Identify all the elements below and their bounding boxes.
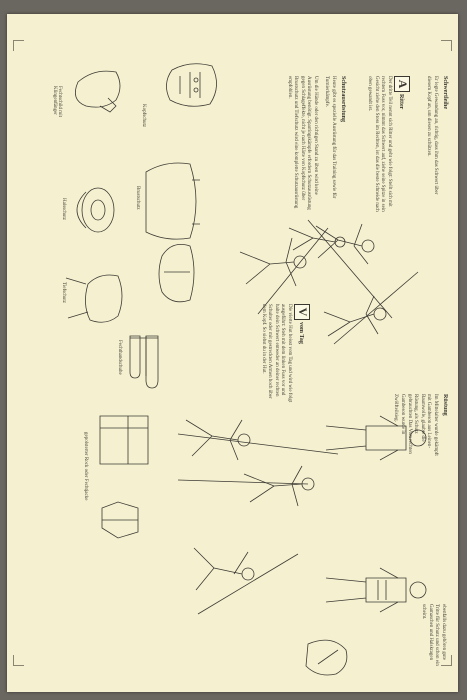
label-kopfschutz: Kopfschutz (141, 104, 146, 128)
groin-protector-illustration (159, 244, 194, 301)
label-brustschutz: Brustschutz (135, 186, 140, 210)
schutzausruestung-text-2: Um die Hände oder den richtigen Stand zu üben wird keine Ausrüstung benötigt. Sparringskämpfe erfordern Schutzausrüstung gegen Schlageffekte, nicht je nach Härte von Kopfschutz über Brustschutz und Tiefschutz wird eine komplette Schutzausrüstung empfohlen. (286, 76, 318, 210)
breeches-illustration (102, 502, 138, 538)
ruestung-text: Im Mittelalter wurde gekämpft mit Gambeson aus Leinen-Baumwolle, glaubte die Rüstung, als Schutz gebrauchten Das Vom rechten Gambeson wurde in Zwölfteilsieg. (393, 394, 438, 456)
gorget-illustration (77, 188, 114, 232)
rotated-poster-content (7, 14, 458, 692)
label-fechthandschuhe: Fechthandschuhe (117, 340, 122, 375)
helm-illustration (306, 640, 347, 675)
vomtag-heading: vom Tag (298, 322, 304, 344)
ritter-dropcap: A (394, 76, 410, 92)
label-fechtschild: Fechtschild mit Klingenfänger (52, 86, 62, 117)
vomtag-text: Die vierte Hut heisst vom Tag und wird wie folgt ausgeführt: Steh mit dem linken Fuss vor und halte dein Schwert entweder an deiner rechten Schulter oder mit gestreckten Armen hoch über dem Kopf. So siehst du in der Hut. (260, 304, 292, 403)
label-halsschutz: Halsschutz (61, 198, 66, 220)
label-tiefschutz: Tiefschutz (61, 282, 66, 303)
vomtag-dropcap: V (294, 304, 310, 320)
label-rock: gepolsterter Rock oder Fechtjacke (83, 432, 88, 501)
schwertleihe-heading: Schwertleihe (442, 76, 448, 109)
gloves-illustration (130, 336, 158, 388)
fighters-ritter-illustration (240, 228, 345, 314)
schwertleihe-text: Er legte Gewandung an, richtig, dass ihm das Schwert über diesem Kopf an, um diesen zu schützen. (426, 76, 438, 195)
schutzausruestung-text-1: Heute gibt es spezielle Ausrüstung für das Training sowie für Turnierkämpfe. (324, 76, 336, 199)
fighters-vom-tag-illustration (308, 220, 418, 344)
schutzausruestung-heading: Schutzausrüstung (340, 76, 346, 123)
fighters-lower-illustration (178, 420, 338, 614)
shield-illustration (75, 71, 120, 112)
ruestung-heading: Rüstung (442, 394, 448, 416)
fencing-jacket-illustration (100, 416, 148, 464)
ruestung-text-bottom: ebenfalls dazu gehören gute Tritte für Schutz und schon ein Gamaschen und Halskragen scheint. (421, 604, 446, 666)
poster-sheet (7, 14, 458, 692)
ritter-heading: Ritter (398, 94, 404, 110)
chest-protector-illustration (146, 163, 200, 239)
helmet-illustration (166, 64, 216, 107)
leg-guard-illustration (66, 275, 122, 322)
ritter-text: Der dritte Teil nennt sich Ritter und geht wie folgt: Stellt sich mit rechtem Fuss vor, nimmt das Schwert auf, ziehe seine Spitze in sein Gesicht ziehe den Stoss im Rechten, ist das die beste Schneide nach oben gewandt ist. (367, 76, 392, 212)
